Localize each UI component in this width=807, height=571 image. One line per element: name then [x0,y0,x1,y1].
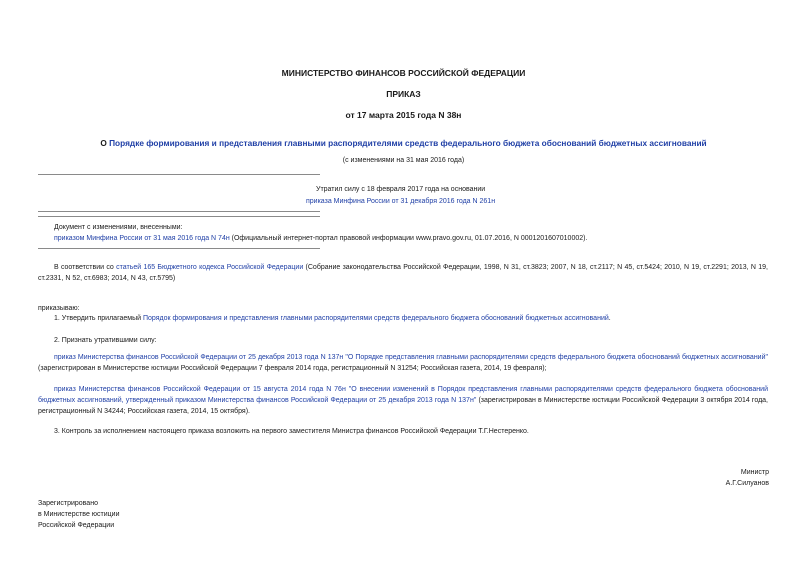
ministry-heading: МИНИСТЕРСТВО ФИНАНСОВ РОССИЙСКОЙ ФЕДЕРАЦИИ [281,68,526,78]
document-type: ПРИКАЗ [386,89,421,99]
document-date-number: от 17 марта 2015 года N 38н [345,110,462,120]
title-prefix: О [100,138,110,148]
preamble-sources: (Собрание законодательства Российской Федерации, 1998, N 31, ст.3823; 2007, N 18, ст.2117; N 45, ст.5424; 2010, N 19, ст.2291; 2013, N 19, ст.2331, N 52, ст.6983; 2014, N 43, ст.5795) [38,264,768,282]
repeal-2-link[interactable]: приказ Министерства финансов Российской Федерации от 15 августа 2014 года N 76н "О внесении изменений в Порядок представления главными распорядителями средств федерального бюджета обоснований бюджетных ассигнований, утвержденный приказом Министерства финансов Российской Федерации от 25 декабря 2013 года N 137н" [38,386,768,404]
divider [38,248,320,249]
title-link[interactable]: Порядке формирования и представления главными распорядителями средств федерального бюджета обоснований бюджетных ассигнований [109,138,707,148]
signature-position: Министр [740,469,769,476]
item-1-prefix: 1. Утвердить прилагаемый [54,315,143,322]
item-1-end: . [608,315,611,322]
divider [38,211,320,212]
item-2: 2. Признать утратившими силу: [54,337,157,344]
repeal-2 [38,384,768,417]
amendment-link[interactable]: приказом Минфина России от 31 мая 2016 года N 74н [54,235,230,242]
amendment-source: (Официальный интернет-портал правовой информации www.pravo.gov.ru, 01.07.2016, N 0001201607010002). [229,235,588,242]
repeal-1 [38,352,768,374]
document-title [0,138,807,148]
divider [38,216,320,217]
budget-code-link[interactable]: статьей 165 Бюджетного кодекса Российской Федерации [116,264,304,271]
amendments-entry [54,233,774,244]
order-word: приказываю: [38,305,80,312]
divider [38,174,320,175]
repeal-2-source: (зарегистрирован в Министерстве юстиции Российской Федерации 3 октября 2014 года, регистрационный N 34244; Российская газета, 2014, 15 октября). [38,397,768,415]
invalid-basis-link[interactable]: приказа Минфина России от 31 декабря 2016 года N 261н [306,198,496,205]
item-3: 3. Контроль за исполнением настоящего приказа возложить на первого заместителя Министра финансов Российской Федерации Т.Г.Нестеренко. [54,428,529,435]
changes-note: (с изменениями на 31 мая 2016 года) [342,157,465,164]
procedure-link[interactable]: Порядок формирования и представления главными распорядителями средств федерального бюджета обоснований бюджетных ассигнований [142,315,609,322]
registration-line-1: Зарегистрировано [38,500,98,507]
amendments-label: Документ с изменениями, внесенными: [54,224,183,231]
repeal-1-source: (зарегистрирован в Министерстве юстиции Российской Федерации 7 февраля 2014 года, регистрационный N 31254; Российская газета, 2014, 19 февраля); [38,365,547,372]
registration-line-3: Российской Федерации [38,522,115,529]
preamble-prefix: В соответствии со [54,264,117,271]
invalid-notice: Утратил силу с 18 февраля 2017 года на основании [316,186,486,193]
repeal-1-link[interactable]: приказ Министерства финансов Российской Федерации от 25 декабря 2013 года N 137н "О Порядке представления главными распорядителями средств федерального бюджета обоснований бюджетных ассигнований" [54,354,768,361]
registration-line-2: в Министерстве юстиции [38,511,120,518]
preamble-paragraph [38,262,768,284]
item-1 [54,313,768,324]
signature-name: А.Г.Силуанов [725,480,769,487]
